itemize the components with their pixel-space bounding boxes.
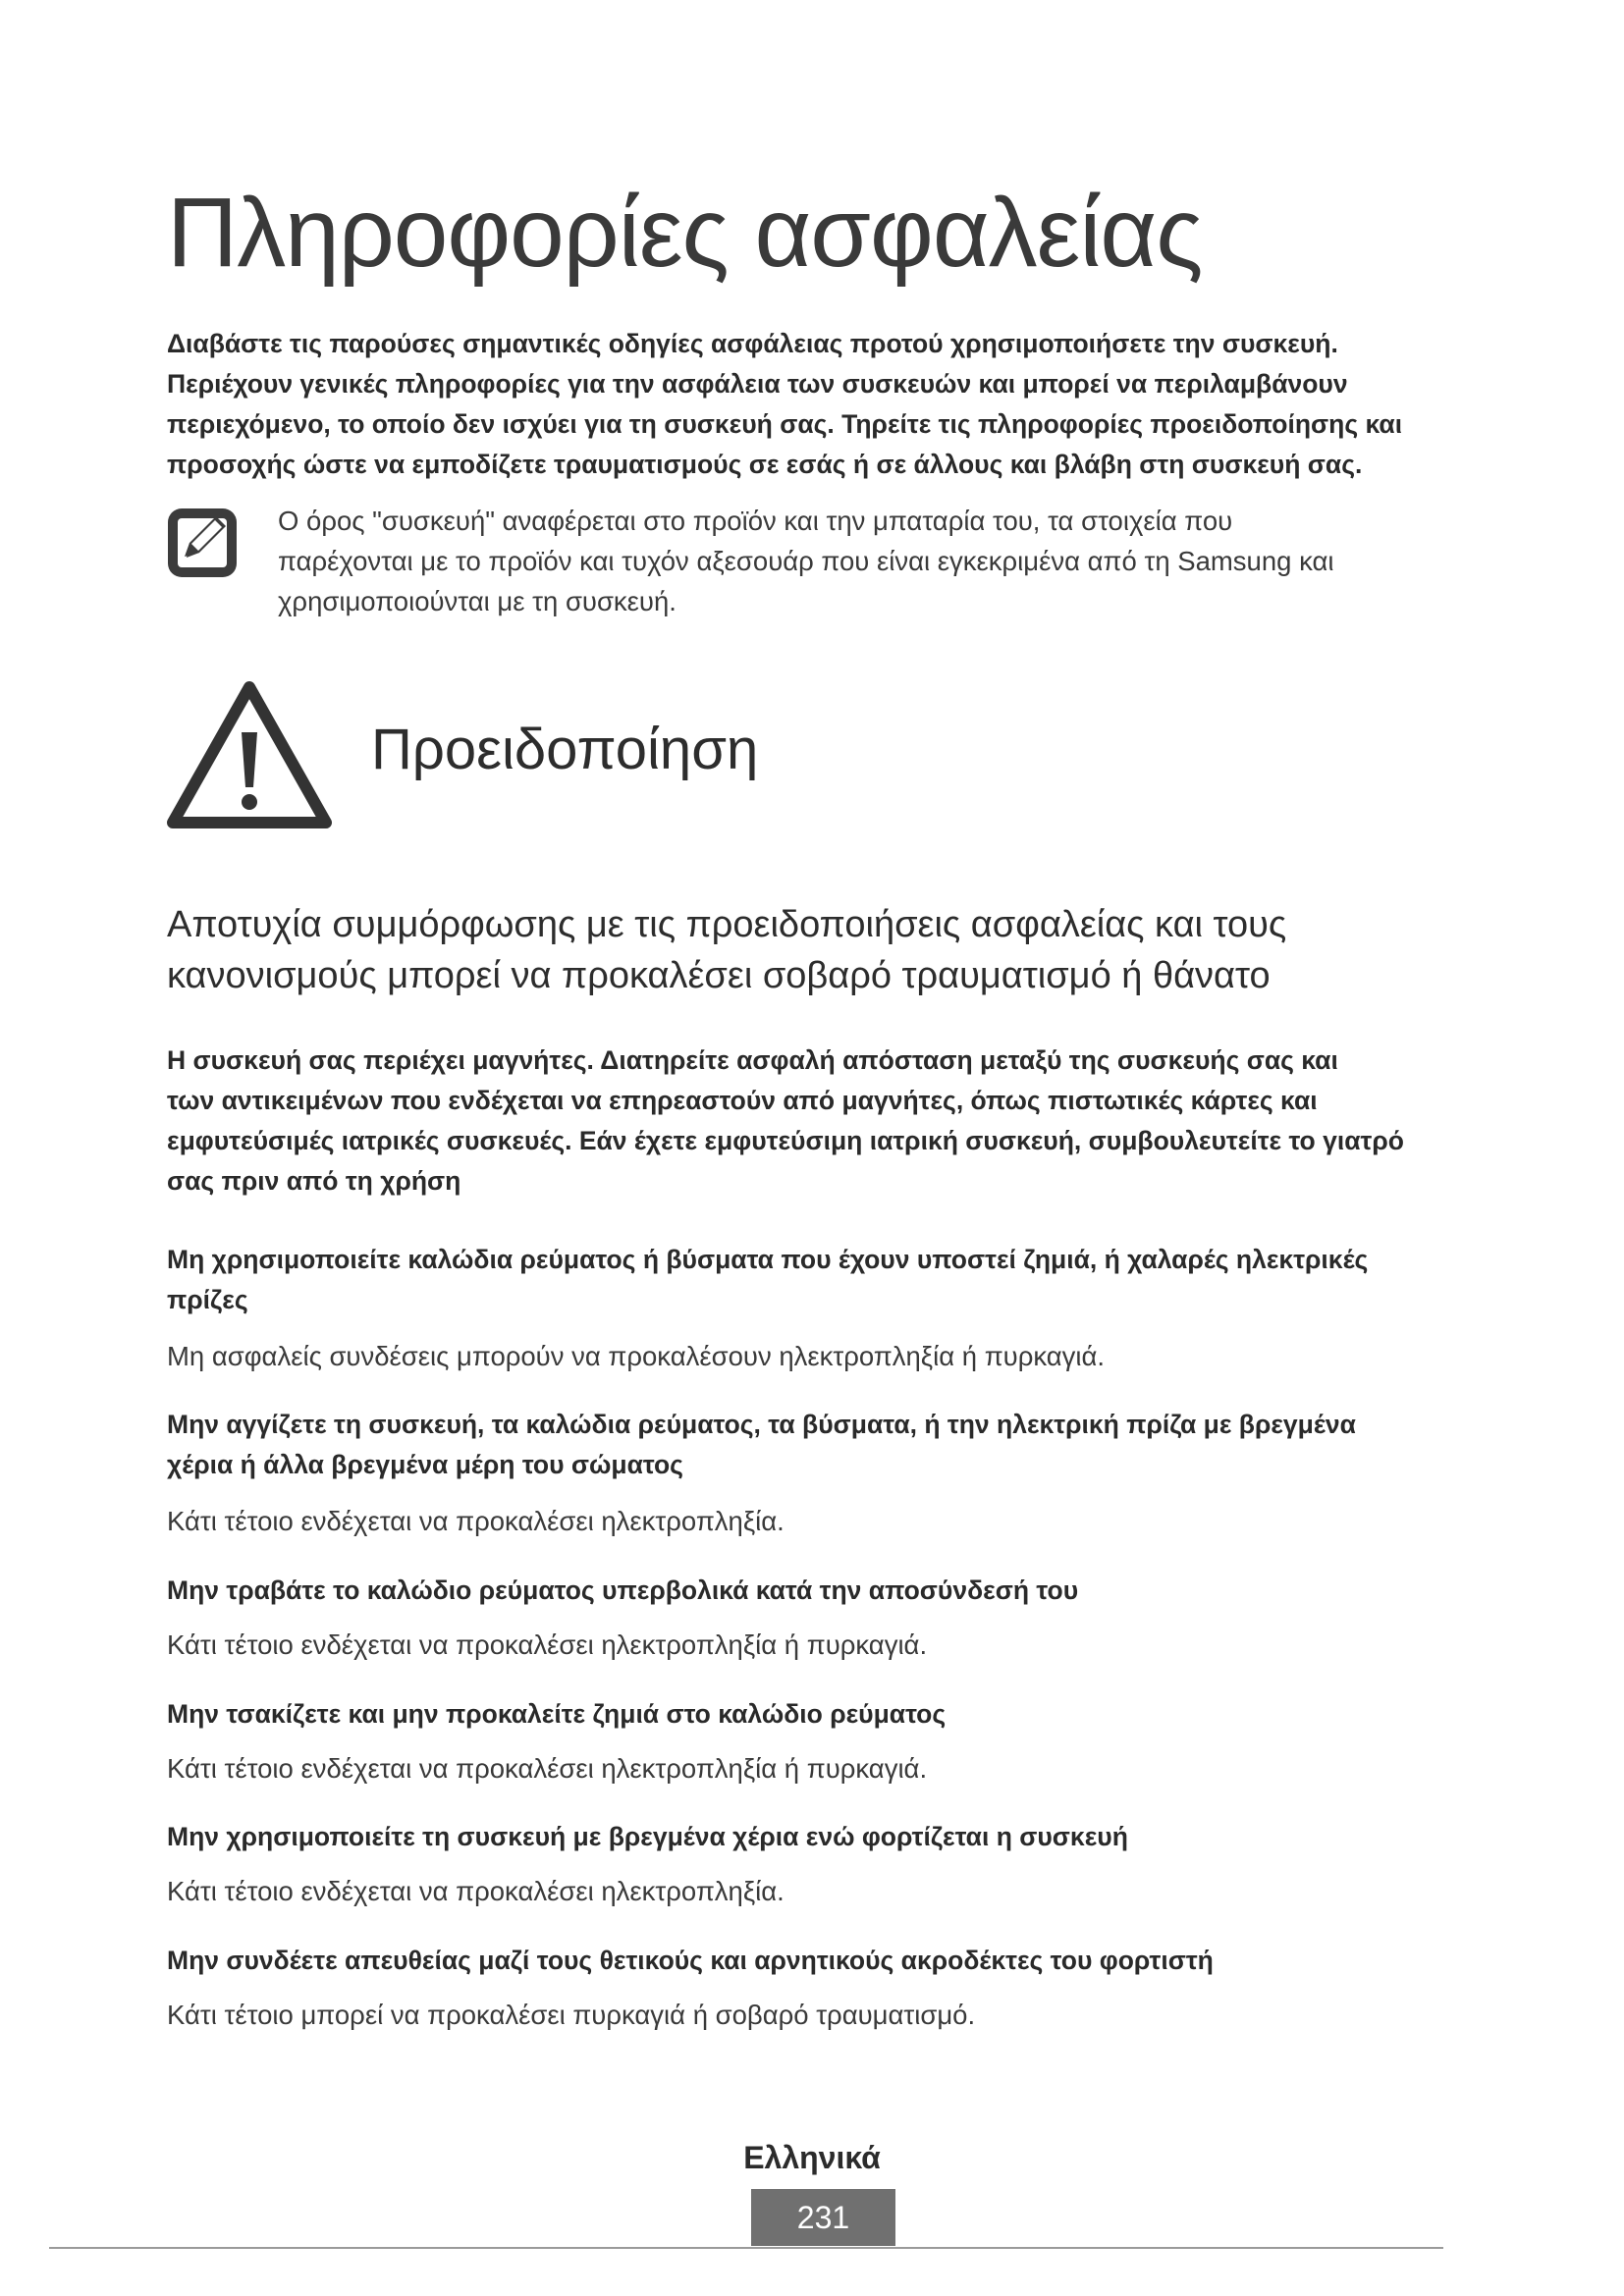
page-number: 231 [751, 2189, 895, 2246]
warning-subtitle-line: κανονισμούς μπορεί να προκαλέσει σοβαρό τραυματισμό ή θάνατο [167, 955, 1271, 996]
page-title: Πληροφορίες ασφαλείας [167, 178, 1203, 288]
safety-item-detail: Κάτι τέτοιο ενδέχεται να προκαλέσει ηλεκτροπληξία ή πυρκαγιά. [167, 1753, 928, 1784]
heading-line: Μην αγγίζετε τη συσκευή, τα καλώδια ρεύματος, τα βύσματα, ή την ηλεκτρική πρίζα με βρεγμένα [167, 1410, 1356, 1439]
intro-line: Διαβάστε τις παρούσες σημαντικές οδηγίες ασφάλειας προτού χρησιμοποιήσετε την συσκευή. [167, 329, 1338, 358]
note-text [278, 501, 1456, 621]
intro-line: Περιέχουν γενικές πληροφορίες για την ασφάλεια των συσκευών και μπορεί να περιλαμβάνουν [167, 369, 1348, 399]
heading-line: χέρια ή άλλα βρεγμένα μέρη του σώματος [167, 1450, 683, 1479]
intro-paragraph [167, 324, 1492, 485]
safety-item-heading [167, 1405, 1483, 1485]
safety-item-heading [167, 1240, 1483, 1320]
warning-title: Προειδοποίηση [371, 718, 759, 781]
safety-item-heading [167, 1571, 1483, 1611]
magnets-line: εμφυτεύσιμές ιατρικές συσκευές. Εάν έχετε εμφυτεύσιμη ιατρική συσκευή, συμβουλευτείτε το γιατρό [167, 1126, 1404, 1155]
safety-item-detail: Κάτι τέτοιο ενδέχεται να προκαλέσει ηλεκτροπληξία ή πυρκαγιά. [167, 1629, 928, 1660]
magnets-warning [167, 1041, 1502, 1201]
safety-item-detail: Μη ασφαλείς συνδέσεις μπορούν να προκαλέσουν ηλεκτροπληξία ή πυρκαγιά. [167, 1341, 1106, 1371]
note-line: παρέχονται με το προϊόν και τυχόν αξεσουάρ που είναι εγκεκριμένα από τη Samsung και [278, 546, 1334, 576]
heading-line: Μην τσακίζετε και μην προκαλείτε ζημιά στο καλώδιο ρεύματος [167, 1699, 947, 1729]
note-line: χρησιμοποιούνται με τη συσκευή. [278, 586, 677, 616]
warning-subtitle-line: Αποτυχία συμμόρφωσης με τις προειδοποιήσεις ασφαλείας και τους [167, 904, 1287, 945]
magnets-line: Η συσκευή σας περιέχει μαγνήτες. Διατηρείτε ασφαλή απόσταση μεταξύ της συσκευής σας και [167, 1045, 1338, 1075]
safety-item-detail: Κάτι τέτοιο ενδέχεται να προκαλέσει ηλεκτροπληξία. [167, 1876, 785, 1906]
heading-line: Μη χρησιμοποιείτε καλώδια ρεύματος ή βύσματα που έχουν υποστεί ζημιά, ή χαλαρές ηλεκτρικές [167, 1245, 1369, 1274]
warning-triangle-icon [165, 677, 334, 832]
magnets-line: σας πριν από τη χρήση [167, 1166, 461, 1196]
safety-item-detail: Κάτι τέτοιο ενδέχεται να προκαλέσει ηλεκτροπληξία. [167, 1506, 785, 1536]
warning-subtitle [167, 899, 1463, 1001]
safety-item-detail: Κάτι τέτοιο μπορεί να προκαλέσει πυρκαγιά ή σοβαρό τραυματισμό. [167, 2000, 976, 2030]
note-pencil-icon [165, 506, 240, 580]
intro-line: περιεχόμενο, το οποίο δεν ισχύει για τη συσκευή σας. Τηρείτε τις πληροφορίες προειδοποίησης και [167, 409, 1403, 439]
heading-line: Μην χρησιμοποιείτε τη συσκευή με βρεγμένα χέρια ενώ φορτίζεται η συσκευή [167, 1822, 1128, 1851]
safety-item-heading [167, 1941, 1483, 1981]
magnets-line: των αντικειμένων που ενδέχεται να επηρεαστούν από μαγνήτες, όπως πιστωτικές κάρτες και [167, 1086, 1318, 1115]
footer-divider [49, 2247, 1443, 2249]
intro-line: προσοχής ώστε να εμποδίζετε τραυματισμούς σε εσάς ή σε άλλους και βλάβη στη συσκευή σας. [167, 450, 1363, 479]
heading-line: Μην τραβάτε το καλώδιο ρεύματος υπερβολικά κατά την αποσύνδεσή του [167, 1575, 1079, 1605]
footer-language: Ελληνικά [743, 2140, 881, 2175]
heading-line: πρίζες [167, 1285, 248, 1314]
safety-item-heading [167, 1817, 1483, 1857]
heading-line: Μην συνδέετε απευθείας μαζί τους θετικούς και αρνητικούς ακροδέκτες του φορτιστή [167, 1946, 1214, 1975]
safety-item-heading [167, 1694, 1483, 1735]
note-line: Ο όρος "συσκευή" αναφέρεται στο προϊόν και την μπαταρία του, τα στοιχεία που [278, 506, 1233, 536]
